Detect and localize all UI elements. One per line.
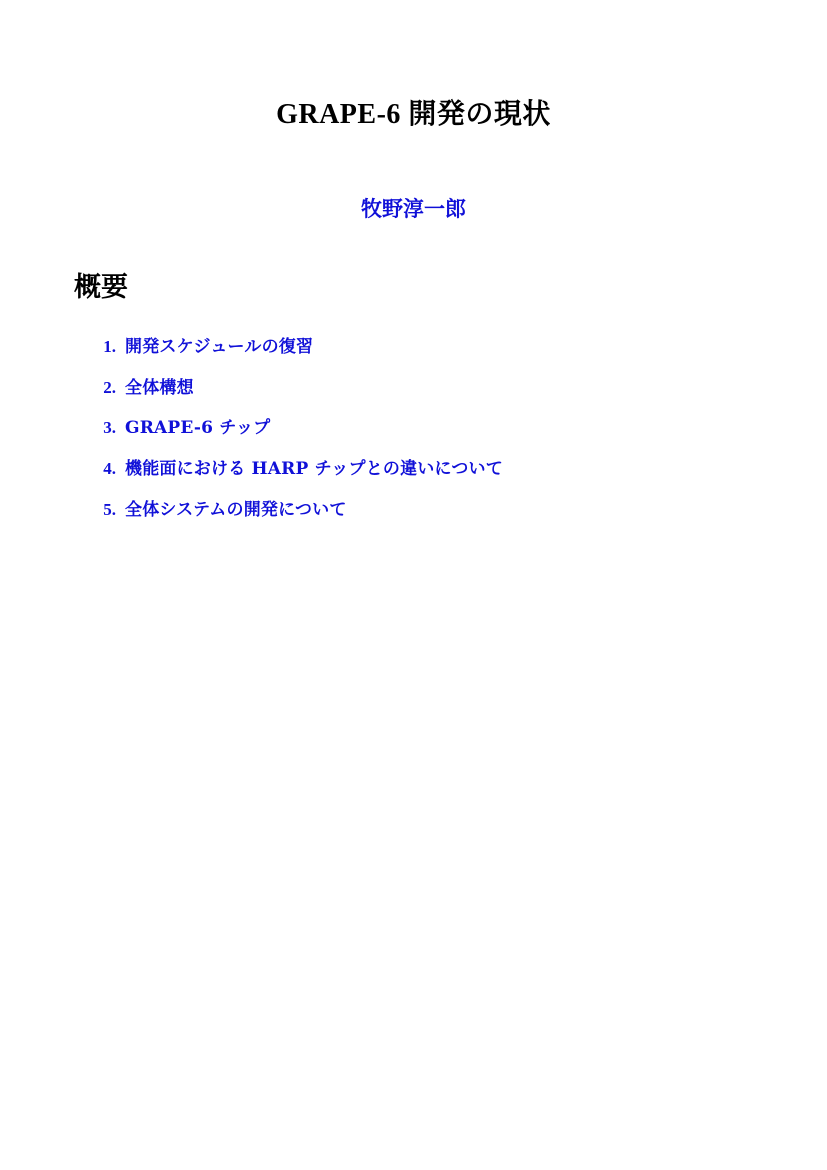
list-item-label: 全体構想 bbox=[125, 377, 194, 398]
list-item[interactable] bbox=[86, 460, 766, 479]
list-item[interactable] bbox=[86, 419, 766, 438]
list-item[interactable] bbox=[86, 501, 766, 520]
list-item-number: 4. bbox=[103, 459, 116, 479]
list-item-number: 2. bbox=[103, 377, 116, 397]
list-item-number: 3. bbox=[103, 418, 116, 438]
list-item-label: GRAPE-6 チップ bbox=[125, 418, 271, 439]
author-name: 牧野淳一郎 bbox=[361, 197, 466, 221]
list-item[interactable] bbox=[86, 338, 766, 357]
list-item-label: 機能面における HARP チップとの違いについて bbox=[125, 459, 503, 480]
page-title: GRAPE-6 開発の現状 bbox=[276, 99, 551, 130]
list-item-number: 5. bbox=[103, 499, 116, 519]
list-item-label: 全体システムの開発について bbox=[125, 499, 347, 520]
section-heading-overview: 概要 bbox=[74, 272, 128, 303]
outline-list bbox=[86, 338, 766, 541]
list-item[interactable] bbox=[86, 379, 766, 398]
list-item-number: 1. bbox=[103, 337, 116, 356]
list-item-label: 開発スケジュールの復習 bbox=[125, 337, 314, 357]
